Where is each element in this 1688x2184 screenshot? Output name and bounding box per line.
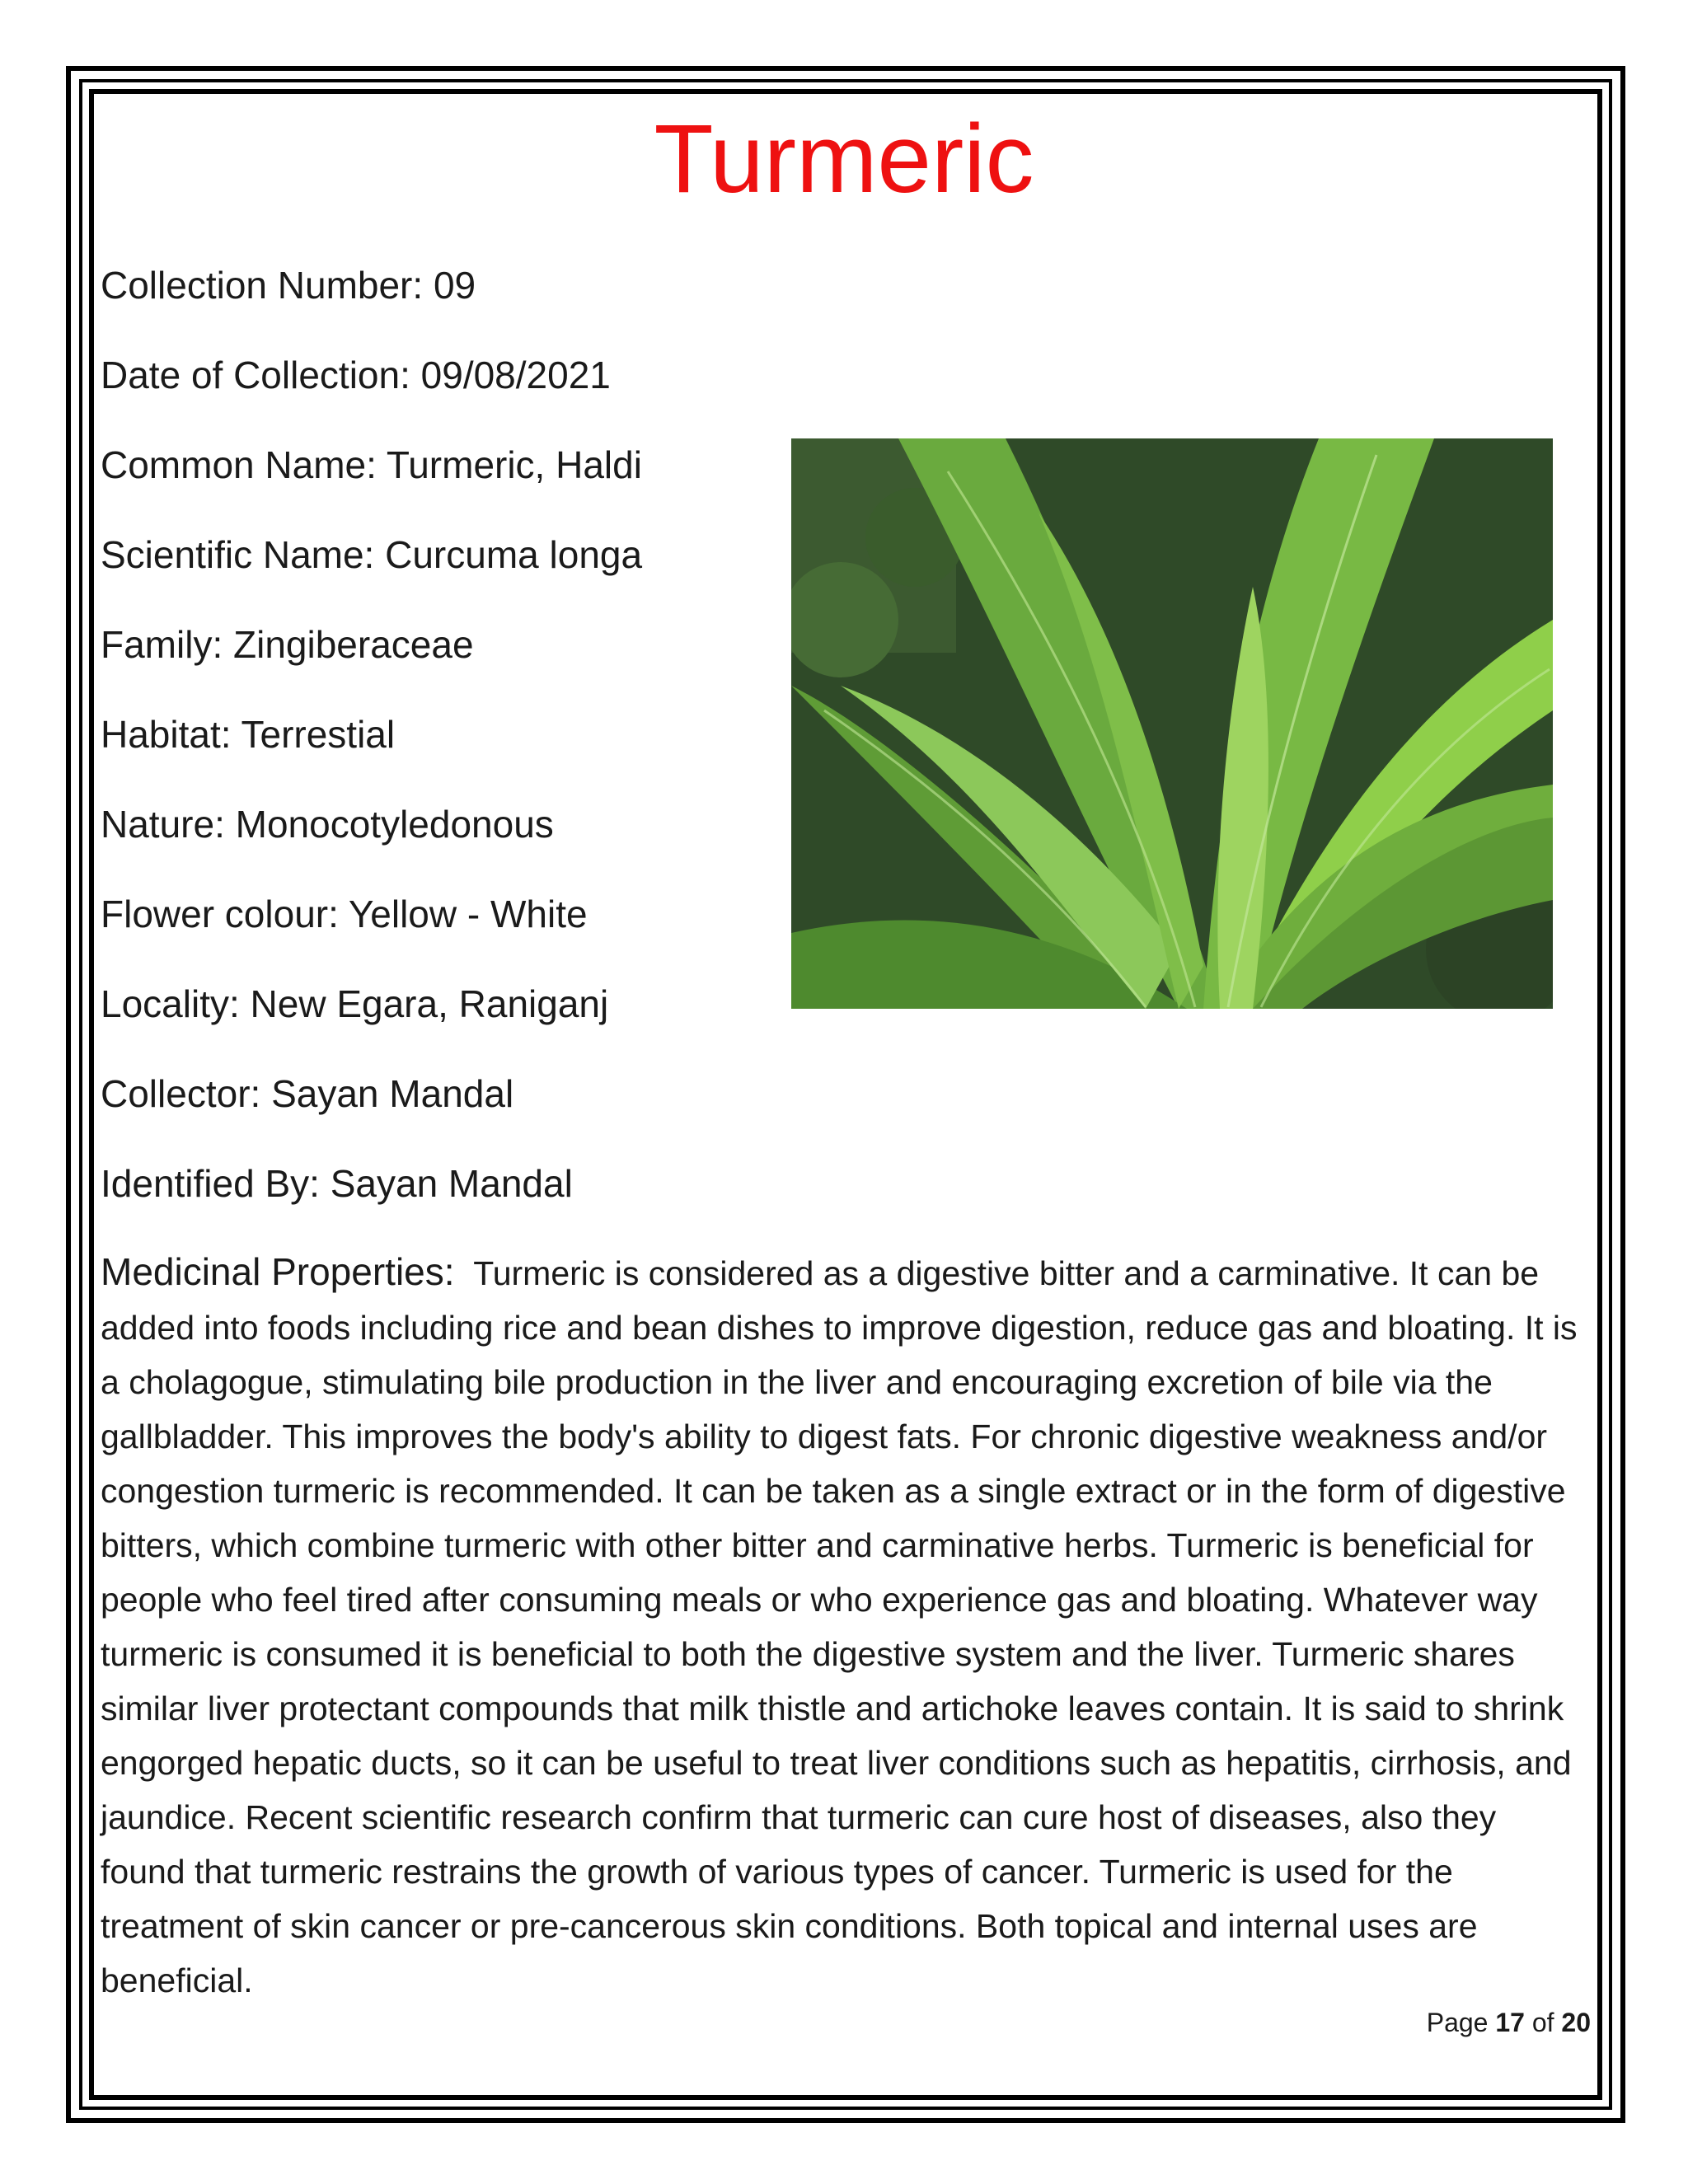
field-label: Date of Collection: [101,354,410,396]
field-label: Common Name: [101,443,377,486]
field-value: New Egara, Raniganj [250,982,609,1025]
field-value: Curcuma longa [385,533,643,576]
field-family [101,621,474,668]
page-title: Turmeric [654,105,1034,213]
field-label: Habitat: [101,713,232,756]
field-value: Zingiberaceae [233,623,474,666]
field-common-name [101,442,642,488]
page-number [1427,2006,1591,2039]
field-identified-by [101,1160,573,1207]
field-value: Sayan Mandal [330,1162,573,1205]
field-locality [101,981,608,1027]
field-value: Monocotyledonous [235,803,554,846]
field-label: Flower colour: [101,893,339,935]
field-collection-number [101,262,476,308]
field-label: Collector: [101,1072,261,1115]
medicinal-properties-label: Medicinal Properties: [101,1250,455,1293]
turmeric-plant-photo [791,438,1553,1009]
field-label: Scientific Name: [101,533,375,576]
page-current: 17 [1495,2008,1525,2037]
page-total: 20 [1561,2008,1591,2037]
field-date-of-collection [101,352,611,398]
field-value: 09/08/2021 [420,354,611,396]
field-value: Sayan Mandal [271,1072,514,1115]
field-value: 09 [433,264,476,307]
field-label: Identified By: [101,1162,320,1205]
field-value: Turmeric, Haldi [386,443,642,486]
field-label: Locality: [101,982,240,1025]
field-value: Yellow - White [348,893,588,935]
field-value: Terrestial [241,713,396,756]
page-of: of [1531,2008,1554,2037]
field-collector [101,1071,513,1117]
field-scientific-name [101,532,642,578]
field-label: Nature: [101,803,225,846]
page-prefix: Page [1426,2008,1489,2037]
medicinal-properties [101,1244,1584,2008]
medicinal-properties-text: Turmeric is considered as a digestive bitter and a carminative. It can be added into foods including rice and bean dishes to improve digestion, reduce gas and bloating. It is a cholagogue, stimulating bile production in the liver and encouraging excretion of bile via the gallbladder. This improves the body's ability to digest fats. For chronic digestive weakness and/or congestion turmeric is recommended. It can be taken as a single extract or in the form of digestive bitters, which combine turmeric with other bitter and carminative herbs. Turmeric is beneficial for people who feel tired after consuming meals or who experience gas and bloating. Whatever way turmeric is consumed it is beneficial to both the digestive system and the liver. Turmeric shares similar liver protectant compounds that milk thistle and artichoke leaves contain. It is said to shrink engorged hepatic ducts, so it can be useful to treat liver conditions such as hepatitis, cirrhosis, and jaundice. Recent scientific research confirm that turmeric can cure host of diseases, also they found that turmeric restrains the growth of various types of cancer. Turmeric is used for the treatment of skin cancer or pre-cancerous skin conditions. Both topical and internal uses are beneficial. [101,1254,1578,1999]
field-habitat [101,711,395,757]
field-nature [101,801,554,847]
field-label: Collection Number: [101,264,424,307]
field-label: Family: [101,623,223,666]
field-flower-colour [101,891,588,937]
